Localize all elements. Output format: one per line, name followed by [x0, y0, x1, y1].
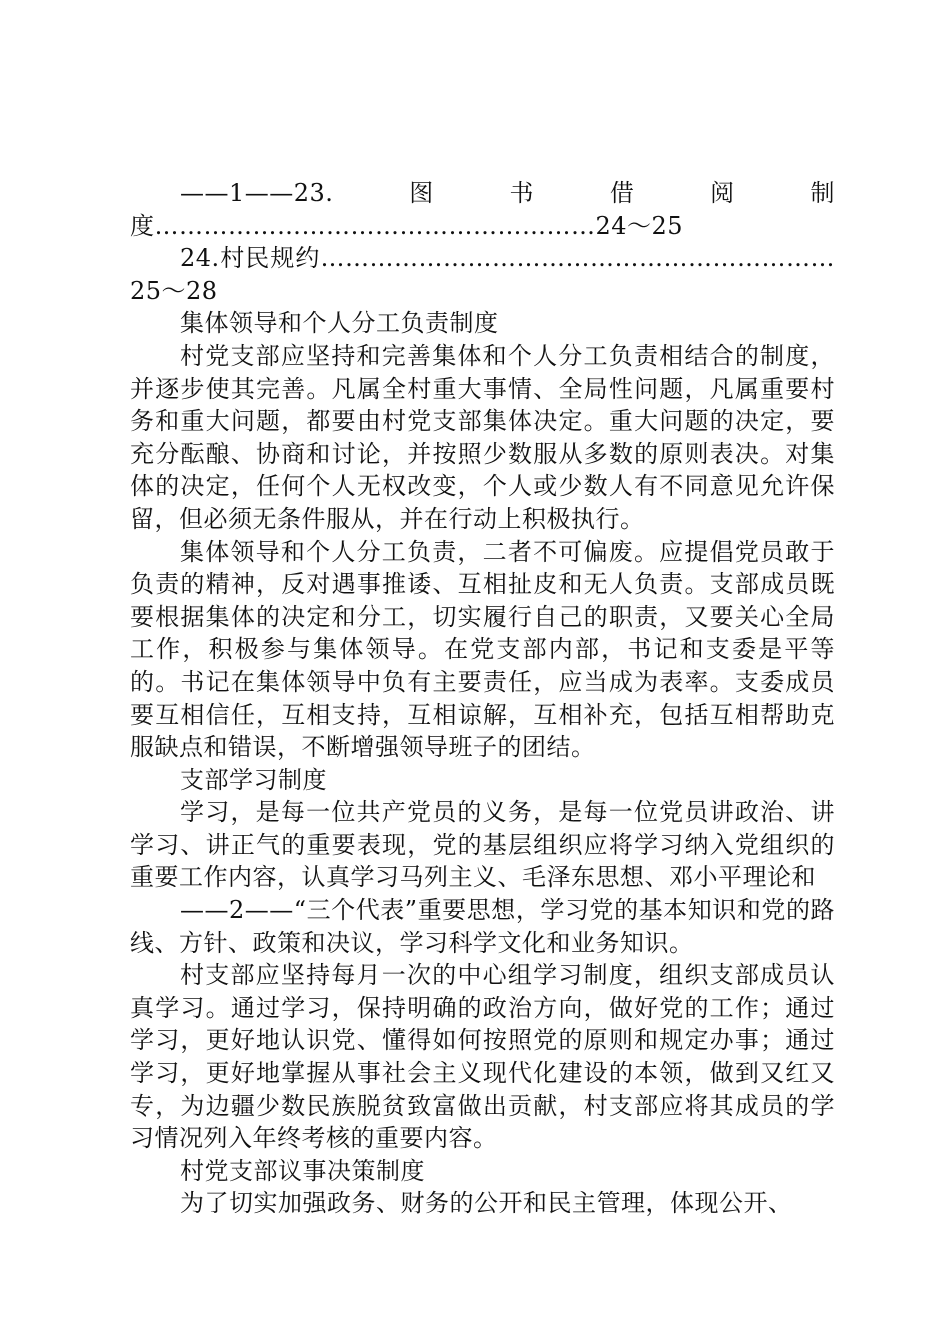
paragraph: 集体领导和个人分工负责，二者不可偏废。应提倡党员敢于负责的精神，反对遇事推诿、互相扯皮和无人负责。支部成员既要根据集体的决定和分工，切实履行自己的职责，又要关心全局工作，积极参与集体领导。在党支部内部，书记和支委是平等的。书记在集体领导中负有主要责任，应当成为表率。支委成员要互相信任，互相支持，互相谅解，互相补充，包括互相帮助克服缺点和错误，不断增强领导班子的团结。: [130, 537, 835, 762]
paragraph: 为了切实加强政务、财务的公开和民主管理，体现公开、: [180, 1189, 793, 1218]
section-title-decision-system: 村党支部议事决策制度: [180, 1156, 425, 1185]
section-title-collective-leadership: 集体领导和个人分工负责制度: [180, 309, 499, 338]
toc-line-24: 24.村民规约………………………………………………………25～28: [130, 244, 835, 305]
paragraph: 村党支部应坚持和完善集体和个人分工负责相结合的制度，并逐步使其完善。凡属全村重大事情、全局性问题，凡属重要村务和重大问题，都要由村党支部集体决定。重大问题的决定，要充分酝酿、协商和讨论，并按照少数服从多数的原则表决。对集体的决定，任何个人无权改变，个人或少数人有不同意见允许保留，但必须无条件服从，并在行动上积极执行。: [130, 341, 835, 533]
section-title-study-system: 支部学习制度: [180, 765, 327, 794]
paragraph: 学习，是每一位共产党员的义务，是每一位党员讲政治、讲学习、讲正气的重要表现，党的基层组织应将学习纳入党组织的重要工作内容，认真学习马列主义、毛泽东思想、邓小平理论和: [130, 798, 835, 892]
toc-line-23: ——1——23.图书借阅制度………………………………………………24～25: [130, 179, 835, 240]
paragraph: ——2——“三个代表”重要思想，学习党的基本知识和党的路线、方针、政策和决议，学习科学文化和业务知识。: [130, 896, 835, 957]
paragraph: 村支部应坚持每月一次的中心组学习制度，组织支部成员认真学习。通过学习，保持明确的政治方向，做好党的工作；通过学习，更好地认识党、懂得如何按照党的原则和规定办事；通过学习，更好地掌握从事社会主义现代化建设的本领，做到又红又专，为边疆少数民族脱贫致富做出贡献，村支部应将其成员的学习情况列入年终考核的重要内容。: [130, 961, 835, 1153]
document-body: [130, 177, 835, 1220]
